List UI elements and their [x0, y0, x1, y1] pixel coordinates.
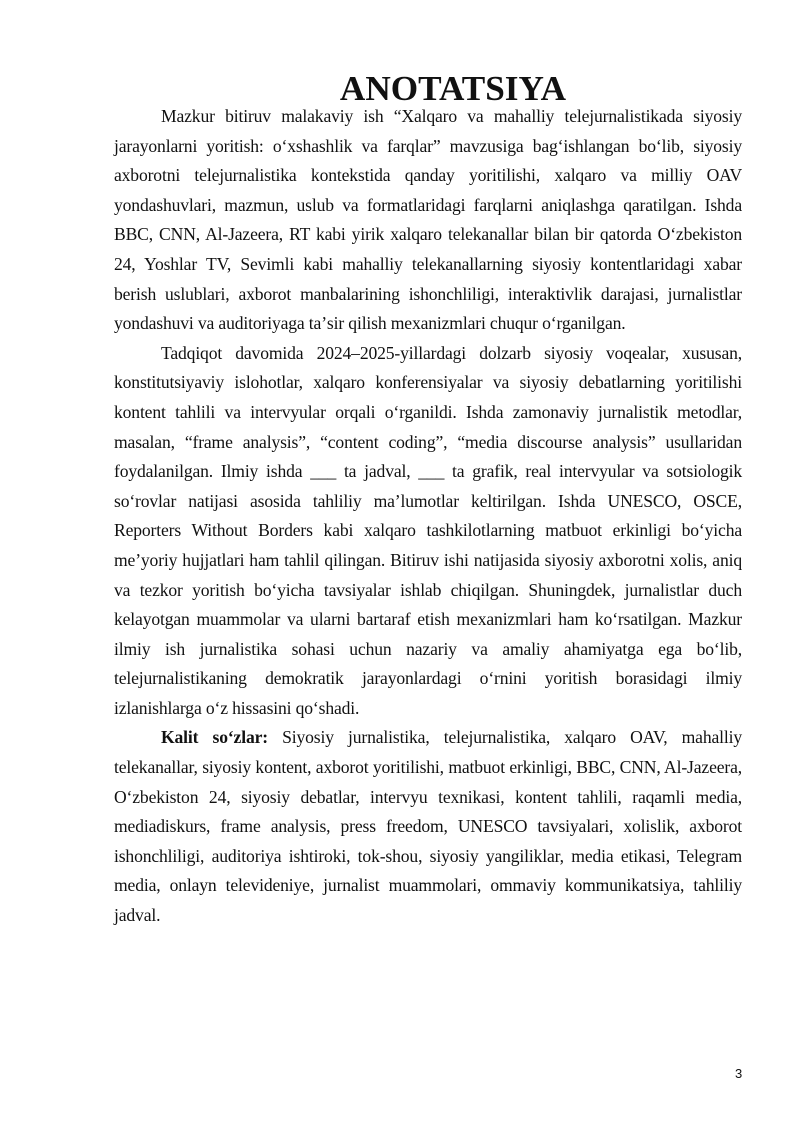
- keywords-label: Kalit soʻzlar:: [161, 727, 268, 748]
- page-title: ANOTATSIYA: [339, 69, 567, 108]
- keywords-paragraph: [114, 723, 742, 930]
- abstract-paragraph-2: Tadqiqot davomida 2024–2025-yillardagi dolzarb siyosiy voqealar, xususan, konstitutsiyaviy islohotlar, xalqaro konferensiyalar va siyosiy debatlarning yoritilishi kontent tahlili va intervyular orqali oʻrganildi. Ishda zamonaviy jurnalistik metodlar, masalan, “frame analysis”, “content coding”, “media discourse analysis” usullaridan foydalanilgan. Ilmiy ishda ___ ta jadval, ___ ta grafik, real intervyular va sotsiologik soʻrovlar natijasi asosida tahliliy maʼlumotlar keltirilgan. Ishda UNESCO, OSCE, Reporters Without Borders kabi xalqaro tashkilotlarning matbuot erkinligi boʻyicha meʼyoriy hujjatlari ham tahlil qilingan. Bitiruv ishi natijasida siyosiy axborotni xolis, aniq va tezkor yoritish boʻyicha tavsiyalar ishlab chiqilgan. Shuningdek, jurnalistlar duch kelayotgan muammolar va ularni bartaraf etish mexanizmlari ham koʻrsatilgan. Mazkur ilmiy ish jurnalistika sohasi uchun nazariy va amaliy ahamiyatga ega boʻlib, telejurnalistikaning demokratik jarayonlardagi oʻrnini yoritish borasidagi ilmiy izlanishlarga oʻz hissasini qoʻshadi.: [114, 342, 742, 718]
- abstract-paragraph-1: Mazkur bitiruv malakaviy ish “Xalqaro va mahalliy telejurnalistikada siyosiy jarayonlarni yoritish: oʻxshashlik va farqlar” mavzusiga bagʻishlangan boʻlib, siyosiy axborotni telejurnalistika kontekstida qanday yoritilishi, xalqaro va milliy OAV yondashuvlari, mazmun, uslub va formatlaridagi farqlarni aniqlashga qaratilgan. Ishda BBC, CNN, Al-Jazeera, RT kabi yirik xalqaro telekanallar bilan bir qatorda Oʻzbekiston 24, Yoshlar TV, Sevimli kabi mahalliy telekanallarning siyosiy kontentlaridagi xabar berish uslublari, axborot manbalarining ishonchliligi, interaktivlik darajasi, jurnalistlar yondashuvi va auditoriyaga taʼsir qilish mexanizmlari chuqur oʻrganilgan.: [114, 106, 742, 334]
- keywords-text: Siyosiy jurnalistika, telejurnalistika, xalqaro OAV, mahalliy telekanallar, siyosiy kontent, axborot yoritilishi, matbuot erkinligi, BBC, CNN, Al-Jazeera, Oʻzbekiston 24, siyosiy debatlar, intervyu texnikasi, kontent tahlili, raqamli media, mediadiskurs, frame analysis, press freedom, UNESCO tavsiyalari, xolislik, axborot ishonchliligi, auditoriya ishtiroki, tok-shou, siyosiy yangiliklar, media etikasi, Telegram media, onlayn televideniye, jurnalist muammolari, ommaviy kommunikatsiya, tahliliy jadval.: [114, 727, 742, 926]
- page-number: 3: [735, 1066, 743, 1081]
- page-content: [114, 69, 742, 931]
